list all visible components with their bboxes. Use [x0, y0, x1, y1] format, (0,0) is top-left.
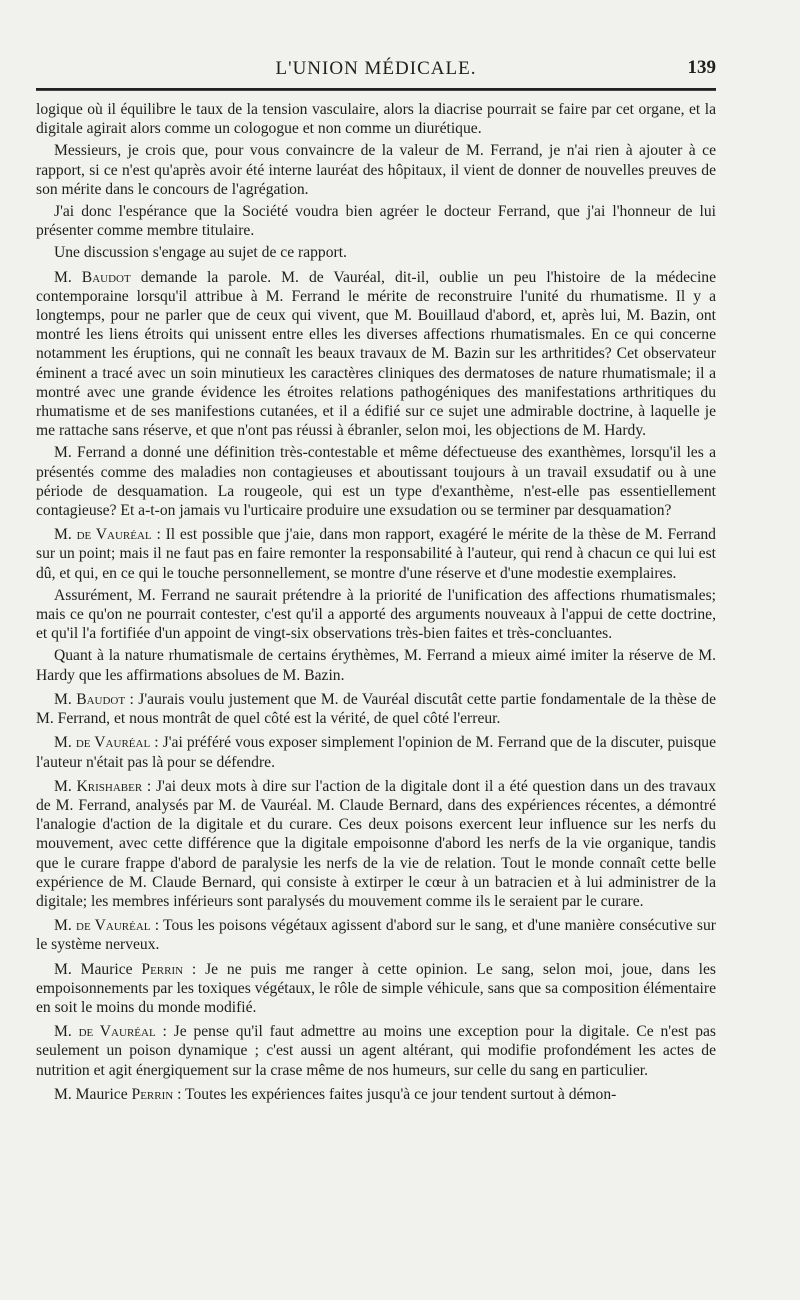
speaker-paragraph: M. Maurice Perrin : Je ne puis me ranger à cette opinion. Le sang, selon moi, joue, dans les empoisonnements par les toxiques végétaux, le rôle de simple véhicule, sans que sa composition élémentaire en soit le moins du monde modifié.: [36, 960, 716, 1016]
running-title: L'UNION MÉDICALE.: [275, 58, 477, 79]
header-rule: [36, 88, 716, 91]
speaker-paragraph: M. de Vauréal : Il est possible que j'aie, dans mon rapport, exagéré le mérite de la thèse de M. Ferrand sur un point; mais il ne faut pas en faire remonter la responsabilité à l'auteur, qui rend à chacun ce qui lui est dû, et qui, en ce qui le touche personnellement, se montre d'une réserve et d'une modestie exemplaires.: [36, 526, 716, 582]
speaker-name: de Vauréal: [78, 1023, 156, 1041]
speaker-paragraph: M. Baudot demande la parole. M. de Vauréal, dit-il, oublie un peu l'histoire de la médecine contemporaine lorsqu'il attribue à M. Ferrand le mérite de reconstruire l'unité du rhumatisme. Il y a longtemps, pour ne parler que de ceux qui vivent, que M. Bouillaud d'abord, et, après lui, M. Bazin, ont montré les liens étroits qui unissent entre elles les diverses affections rhumatismales. En ce qui concerne notamment les éruptions, qui ne connaît les beaux travaux de M. Bazin sur les arthritides? Cet observateur éminent a tracé avec un soin minutieux les caractères cliniques des dermatoses de nature rhumatismale; il a montré avec une grande évidence les étroites relations pathogéniques des manifestations arthritiques du rhumatisme et de ses manifestions cutanées, et il a édifié sur ce sujet une admirable doctrine, à laquelle je me rattache sans réserve, et que n'ont pas réussi à ébranler, selon moi, les objections de M. Hardy.: [36, 268, 717, 440]
paragraph: logique où il équilibre le taux de la tension vasculaire, alors la diacrise pourrait se faire par cet organe, et la digitale agirait alors comme un cologogue et non comme un diurétique.: [36, 101, 716, 138]
speaker-name: de Vauréal: [75, 734, 151, 752]
paragraph: J'ai donc l'espérance que la Société voudra bien agréer le docteur Ferrand, que j'ai l'honneur de lui présenter comme membre titulaire.: [36, 203, 716, 240]
speaker-name: Perrin: [141, 960, 184, 978]
paragraph: Messieurs, je crois que, pour vous convaincre de la valeur de M. Ferrand, je n'ai rien à ajouter à ce rapport, si ce n'est qu'après avoir été interne lauréat des hôpitaux, il vient de donner de nouvelles preuves de son mérite dans le concours de l'agrégation.: [36, 142, 716, 198]
speaker-name: Perrin: [131, 1085, 174, 1103]
page-header: [36, 50, 716, 90]
speaker-paragraph: M. de Vauréal : Je pense qu'il faut admettre au moins une exception pour la digitale. Ce n'est pas seulement un poison dynamique ; c'est aussi un agent altérant, qui modifie profondément les actes de nutrition et agit énergiquement sur la crase même de nos humeurs, sur celle du sang en particulier.: [36, 1023, 716, 1079]
speaker-name: Baudot: [81, 268, 131, 286]
speaker-paragraph: M. de Vauréal : Tous les poisons végétaux agissent d'abord sur le sang, et d'une manière consécutive sur le système nerveux.: [36, 917, 716, 954]
paragraph: M. Ferrand a donné une définition très-contestable et même défectueuse des exanthèmes, lorsqu'il les a présentés comme des maladies non contagieuses et aboutissant toujours à un travail exsudatif ou à une période de desquamation. La rougeole, qui est un type d'exanthème, n'est-elle pas essentiellement contagieuse? Et a-t-on jamais vu l'urticaire produire une exsudation ou se terminer par desquamation?: [36, 444, 716, 520]
paragraph: Assurément, M. Ferrand ne saurait prétendre à la priorité de l'unification des affections rhumatismales; mais ce qu'on ne pourrait contester, c'est qu'il a apporté des arguments nouveaux à l'appui de cette doctrine, et qu'il l'a fortifiée d'un appoint de vingt-six observations très-bien faites et très-concluantes.: [36, 586, 716, 643]
speaker-paragraph: M. Krishaber : J'ai deux mots à dire sur l'action de la digitale dont il a été question dans un des travaux de M. Ferrand, analysés par M. de Vauréal. M. Claude Bernard, dans des expériences récentes, a démontré l'analogie d'action de la digitale et du curare. Ces deux poisons exercent leur influence sur les nerfs du mouvement, avec cette différence que la digitale empoisonne d'abord les nerfs de la vie organique, tandis que le curare frappe d'abord de paralysie les nerfs de la vie de relation. Tout le monde connaît cette belle expérience de M. Claude Bernard, qui consiste à extirper le cœur à un batracien et à lui administrer de la digitale; les membres inférieurs sont paralysés du mouvement comme ils le seraient par le curare.: [36, 777, 716, 910]
body-text: [36, 100, 716, 1107]
speaker-paragraph: M. Baudot : J'aurais voulu justement que M. de Vauréal discutât cette partie fondamentale de la thèse de M. Ferrand, et nous montrât de quel côté est la vérité, de quel côté l'erreur.: [36, 690, 716, 728]
speaker-name: Baudot: [76, 690, 126, 708]
speaker-paragraph: M. de Vauréal : J'ai préféré vous exposer simplement l'opinion de M. Ferrand que de la discuter, puisque l'auteur n'était pas là pour se défendre.: [36, 734, 716, 771]
speaker-name: Krishaber: [76, 777, 143, 795]
speaker-name: de Vauréal: [76, 526, 152, 544]
page-number: 139: [687, 57, 716, 78]
paragraph: Quant à la nature rhumatismale de certains érythèmes, M. Ferrand a mieux aimé imiter la réserve de M. Hardy que les affirmations absolues de M. Bazin.: [36, 647, 716, 684]
paragraph: Une discussion s'engage au sujet de ce rapport.: [54, 244, 347, 262]
speaker-name: de Vauréal: [76, 917, 151, 935]
speaker-paragraph: M. Maurice Perrin : Toutes les expériences faites jusqu'à ce jour tendent surtout à démon-: [54, 1085, 617, 1103]
